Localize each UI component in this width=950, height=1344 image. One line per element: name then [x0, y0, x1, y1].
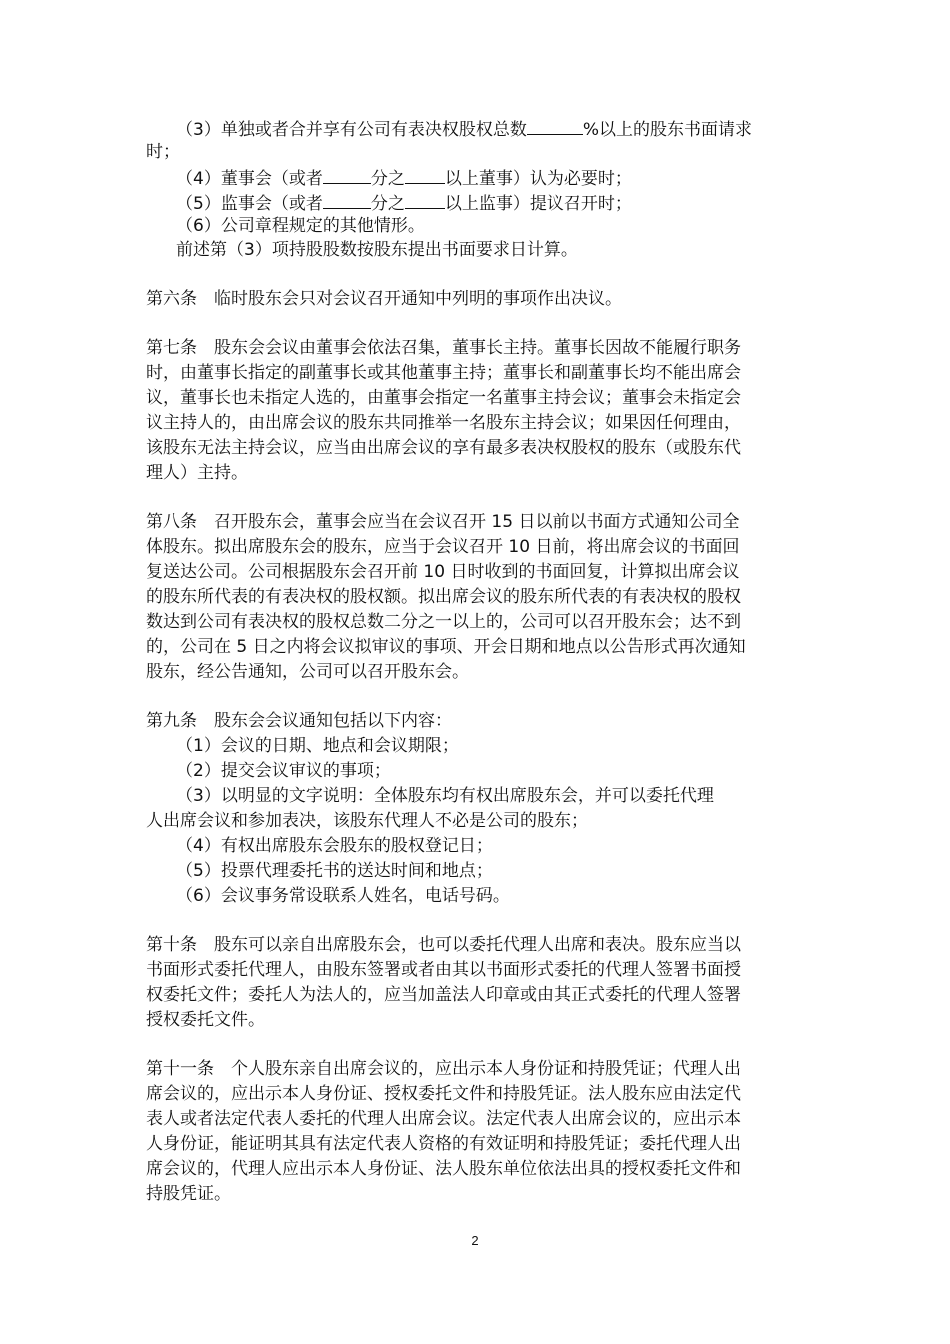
fill-blank-denominator[interactable] — [323, 165, 371, 184]
clause5-item5-pre: （5）监事会（或者 — [176, 194, 323, 214]
clause5-item3 — [176, 116, 752, 142]
clause11-line: 表人或者法定代表人委托的代理人出席会议。法定代表人出席会议的，应出示本 — [146, 1109, 741, 1129]
clause9-item-cont: 人出席会议和参加表决，该股东代理人不必是公司的股东； — [146, 811, 588, 831]
clause11-line: 持股凭证。 — [146, 1184, 231, 1204]
clause5-note: 前述第（3）项持股股数按股东提出书面要求日计算。 — [176, 240, 578, 260]
fill-blank-numerator[interactable] — [405, 190, 445, 209]
clause9-line: 第九条 股东会会议通知包括以下内容： — [146, 711, 452, 731]
clause9-item: （5）投票代理委托书的送达时间和地点； — [176, 861, 493, 881]
clause5-item5-post: 以上监事）提议召开时； — [444, 194, 632, 214]
clause9-item: （2）提交会议审议的事项； — [176, 761, 391, 781]
clause8-line: 股东，经公告通知，公司可以召开股东会。 — [146, 662, 469, 682]
clause7-line: 第七条 股东会会议由董事会依法召集，董事长主持。董事长因故不能履行职务 — [146, 338, 741, 358]
clause5-item5-mid: 分之 — [370, 194, 405, 214]
clause5-item4-mid: 分之 — [370, 169, 405, 189]
clause5-item6: （6）公司章程规定的其他情形。 — [176, 216, 425, 236]
clause7-line: 理人）主持。 — [146, 463, 248, 483]
clause11-line: 席会议的，应出示本人身份证、授权委托文件和持股凭证。法人股东应由法定代 — [146, 1084, 741, 1104]
clause7-line: 该股东无法主持会议，应当由出席会议的享有最多表决权股权的股东（或股东代 — [146, 438, 741, 458]
clause8-line: 数达到公司有表决权的股权总数二分之一以上的，公司可以召开股东会；达不到 — [146, 612, 741, 632]
clause5-item3-post: %以上的股东书面请求 — [582, 120, 752, 140]
clause8-line: 的，公司在 5 日之内将会议拟审议的事项、开会日期和地点以公告形式再次通知 — [146, 637, 746, 657]
clause7-line: 时，由董事长指定的副董事长或其他董事主持；董事长和副董事长均不能出席会 — [146, 363, 741, 383]
clause8-line: 复送达公司。公司根据股东会召开前 10 日时收到的书面回复，计算拟出席会议 — [146, 562, 740, 582]
clause9-item: （4）有权出席股东会股东的股权登记日； — [176, 836, 493, 856]
clause6-line: 第六条 临时股东会只对会议召开通知中列明的事项作出决议。 — [146, 289, 622, 309]
clause9-item: （1）会议的日期、地点和会议期限； — [176, 736, 459, 756]
clause9-item: （6）会议事务常设联系人姓名，电话号码。 — [176, 886, 510, 906]
clause5-item5 — [176, 190, 632, 216]
clause10-line: 权委托文件；委托人为法人的，应当加盖法人印章或由其正式委托的代理人签署 — [146, 985, 741, 1005]
page-number: 2 — [471, 1233, 479, 1248]
clause5-item4 — [176, 165, 632, 191]
clause8-line: 体股东。拟出席股东会的股东，应当于会议召开 10 日前，将出席会议的书面回 — [146, 537, 740, 557]
fill-blank-percent[interactable] — [527, 116, 583, 135]
clause7-line: 议，董事长也未指定人选的，由董事会指定一名董事主持会议；董事会未指定会 — [146, 388, 741, 408]
clause5-item3-cont: 时； — [146, 142, 180, 162]
fill-blank-numerator[interactable] — [405, 165, 445, 184]
clause10-line: 书面形式委托代理人，由股东签署或者由其以书面形式委托的代理人签署书面授 — [146, 960, 741, 980]
clause5-item4-post: 以上董事）认为必要时； — [444, 169, 632, 189]
clause8-line: 第八条 召开股东会，董事会应当在会议召开 15 日以前以书面方式通知公司全 — [146, 512, 740, 532]
clause10-line: 授权委托文件。 — [146, 1010, 265, 1030]
clause5-item4-pre: （4）董事会（或者 — [176, 169, 323, 189]
clause5-item3-pre: （3）单独或者合并享有公司有表决权股权总数 — [176, 120, 527, 140]
fill-blank-denominator[interactable] — [323, 190, 371, 209]
clause8-line: 的股东所代表的有表决权的股权额。拟出席会议的股东所代表的有表决权的股权 — [146, 587, 741, 607]
clause11-line: 第十一条 个人股东亲自出席会议的，应出示本人身份证和持股凭证；代理人出 — [146, 1059, 741, 1079]
clause7-line: 议主持人的，由出席会议的股东共同推举一名股东主持会议；如果因任何理由， — [146, 413, 741, 433]
clause11-line: 人身份证，能证明其具有法定代表人资格的有效证明和持股凭证；委托代理人出 — [146, 1134, 741, 1154]
clause9-item: （3）以明显的文字说明：全体股东均有权出席股东会，并可以委托代理 — [176, 786, 714, 806]
clause10-line: 第十条 股东可以亲自出席股东会，也可以委托代理人出席和表决。股东应当以 — [146, 935, 741, 955]
clause11-line: 席会议的，代理人应出示本人身份证、法人股东单位依法出具的授权委托文件和 — [146, 1159, 741, 1179]
